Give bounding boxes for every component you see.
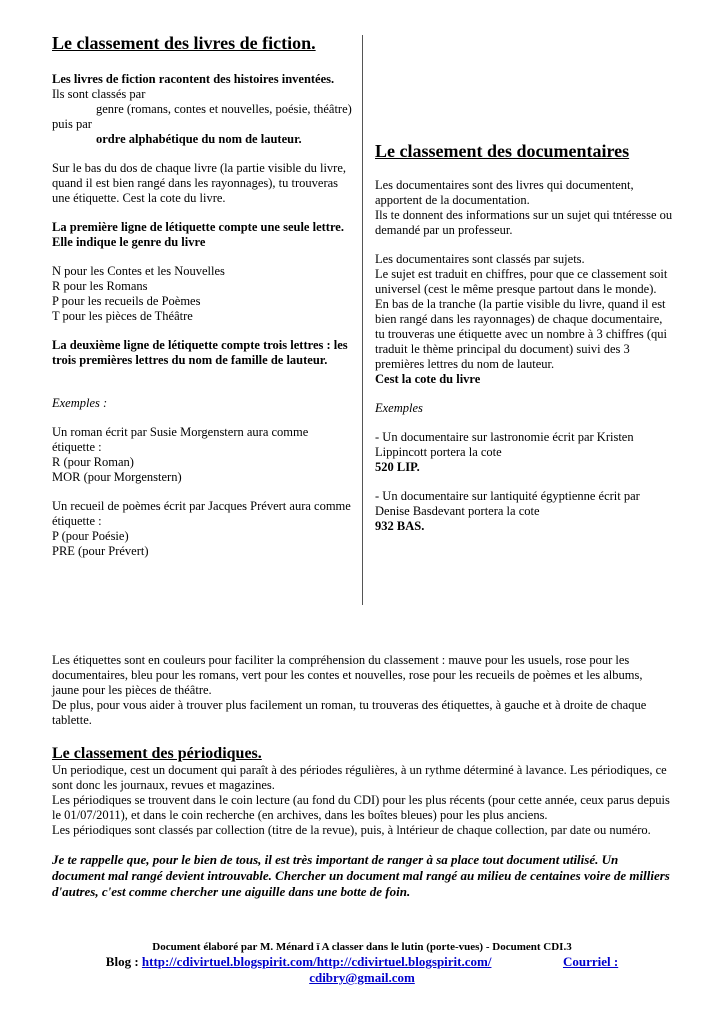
footer	[52, 940, 672, 986]
documentaires-example-2: - Un documentaire sur lantiquité égyptienne écrit par Denise Basdevant portera la cote	[375, 489, 640, 518]
rappel-paragraph: Je te rappelle que, pour le bien de tous, il est très important de ranger à sa place tout document utilisé. Un document mal rangé devient introuvable. Chercher un document mal rangé au milieu de centaines voire de milliers d'autres, c'est comme chercher une aiguille dans une botte de foin.	[52, 852, 670, 899]
genre-item-n: N pour les Contes et les Nouvelles	[52, 264, 225, 278]
fiction-examples-label: Exemples :	[52, 396, 108, 410]
documentaires-example-2-cote: 932 BAS.	[375, 519, 425, 533]
documentaires-sujets-1: Les documentaires sont classés par sujets.	[375, 252, 585, 266]
fiction-cote-paragraph: Sur le bas du dos de chaque livre (la partie visible du livre, quand il est bien rangé dans les rayonnages), tu trouveras une étiquette. Cest la cote du livre.	[52, 161, 347, 205]
documentaires-column	[375, 140, 675, 534]
lower-section	[52, 653, 672, 900]
documentaires-intro: Les documentaires sont des livres qui documentent, apportent de la documentation.	[375, 178, 634, 207]
documentaires-sujets-4: Cest la cote du livre	[375, 372, 481, 386]
documentaires-intro-2: Ils te donnent des informations sur un sujet qui tntéresse ou demandé par un professeur.	[375, 208, 673, 237]
fiction-classes-par: Ils sont classés par	[52, 87, 146, 101]
fiction-example-1-line-1: R (pour Roman)	[52, 455, 134, 469]
fiction-ordre: ordre alphabétique du nom de lauteur.	[96, 132, 302, 146]
couleurs-paragraph-1: Les étiquettes sont en couleurs pour faciliter la compréhension du classement : mauve pour les usuels, rose pour les documentaires, bleu pour les romans, vert pour les contes et nouvelles, rose pour les recueils de poèmes et les albums, jaune pour les pièces de théâtre.	[52, 653, 643, 697]
fiction-example-1-intro: Un roman écrit par Susie Morgenstern aura comme étiquette :	[52, 425, 309, 454]
periodiques-title: Le classement des périodiques.	[52, 745, 262, 762]
fiction-intro: Les livres de fiction racontent des histoires inventées.	[52, 72, 335, 86]
fiction-title: Le classement des livres de fiction.	[52, 33, 316, 53]
genre-item-t: T pour les pièces de Théâtre	[52, 309, 193, 323]
blog-link[interactable]: http://cdivirtuel.blogspirit.com/http://cdivirtuel.blogspirit.com/	[141, 954, 492, 969]
genre-item-r: R pour les Romans	[52, 279, 148, 293]
fiction-first-line-paragraph: La première ligne de létiquette compte une seule lettre. Elle indique le genre du livre	[52, 220, 344, 249]
couleurs-paragraph-2: De plus, pour vous aider à trouver plus facilement un roman, tu trouveras des étiquettes, à gauche et à droite de chaque tablette.	[52, 698, 647, 727]
fiction-puis-par: puis par	[52, 117, 92, 131]
fiction-example-2-line-1: P (pour Poésie)	[52, 529, 129, 543]
documentaires-example-1: - Un documentaire sur lastronomie écrit par Kristen Lippincott portera la cote	[375, 430, 634, 459]
footer-credit: Document élaboré par M. Ménard ï A classer dans le lutin (porte-vues) - Document CDI.3	[152, 941, 572, 953]
documentaires-example-1-cote: 520 LIP.	[375, 460, 420, 474]
fiction-example-2-intro: Un recueil de poèmes écrit par Jacques Prévert aura comme étiquette :	[52, 499, 351, 528]
documentaires-sujets-3: En bas de la tranche (la partie visible du livre, quand il est bien rangé dans les rayonnages) de chaque documentaire, tu trouveras une étiquette avec un nombre à 3 chiffres (qui traduit le thème principal du document) suivi des 3 premières lettres du nom de lauteur.	[375, 297, 668, 371]
email-link[interactable]: cdibry@gmail.com	[309, 970, 415, 985]
periodiques-paragraph-3: Les périodiques sont classés par collection (titre de la revue), puis, à lntérieur de chaque collection, par date ou numéro.	[52, 823, 651, 837]
fiction-example-1-line-2: MOR (pour Morgenstern)	[52, 470, 182, 484]
courriel-label: Courriel :	[562, 954, 619, 969]
column-divider	[362, 35, 363, 605]
genre-item-p: P pour les recueils de Poèmes	[52, 294, 201, 308]
fiction-genre: genre (romans, contes et nouvelles, poésie, théâtre)	[96, 102, 352, 116]
documentaires-examples-label: Exemples	[375, 401, 423, 415]
footer-links	[52, 954, 672, 970]
periodiques-paragraph-1: Un periodique, cest un document qui paraît à des périodes régulières, à un rythme déterminé à lavance. Les périodiques, ce sont donc les journaux, revues et magazines.	[52, 763, 667, 792]
fiction-second-line-paragraph: La deuxième ligne de létiquette compte trois lettres : les trois premières lettres du nom de famille de lauteur.	[52, 338, 348, 367]
fiction-column	[52, 32, 352, 559]
fiction-example-2-line-2: PRE (pour Prévert)	[52, 544, 149, 558]
documentaires-sujets-2: Le sujet est traduit en chiffres, pour que ce classement soit universel (cest le même presque partout dans le monde).	[375, 267, 668, 296]
periodiques-paragraph-2: Les périodiques se trouvent dans le coin lecture (au fond du CDI) pour les plus récents (pour cette année, ceux parus depuis le 01/07/2011), et dans le coin recherche (en archives, dans les boîtes bleues) pour les plus anciens.	[52, 793, 670, 822]
blog-label: Blog :	[105, 954, 139, 969]
documentaires-title: Le classement des documentaires	[375, 141, 630, 161]
